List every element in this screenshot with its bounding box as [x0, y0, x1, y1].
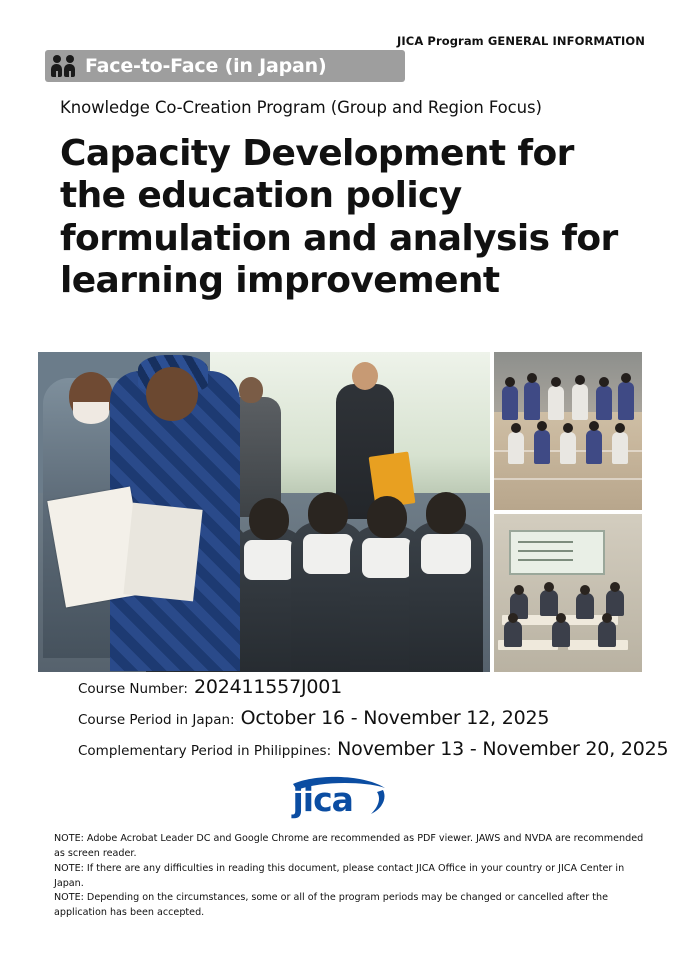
info-value: October 16 - November 12, 2025: [240, 707, 550, 729]
info-row: [78, 707, 645, 729]
info-label: Complementary Period in Philippines:: [78, 743, 332, 759]
note-line: NOTE: Adobe Acrobat Leader DC and Google Chrome are recommended as PDF viewer. JAWS and NVDA are recommended as screen reader.: [54, 833, 644, 859]
footer-notes: [54, 832, 645, 921]
jica-logo-text: jica: [292, 780, 353, 819]
header-note: JICA Program GENERAL INFORMATION: [397, 34, 645, 48]
info-row: [78, 738, 669, 760]
course-info: [78, 676, 669, 769]
two-people-icon: [49, 52, 79, 80]
photo-classroom-desks: [494, 514, 642, 672]
photo-gymnasium: [494, 352, 642, 510]
info-value: 202411557J001: [193, 676, 343, 698]
note-line: NOTE: Depending on the circumstances, some or all of the program periods may be changed or cancelled after the application has been accepted.: [54, 892, 608, 919]
photo-collage: [38, 352, 642, 672]
jica-logo: [285, 776, 395, 818]
program-subtitle: Knowledge Co-Creation Program (Group and Region Focus): [60, 98, 542, 117]
note-line: NOTE: If there are any difficulties in reading this document, please contact JICA Office in your country or JICA Center in Japan.: [54, 862, 625, 889]
info-value: November 13 - November 20, 2025: [337, 738, 669, 760]
page-title: Capacity Development for the education policy formulation and analysis for learning improvement: [60, 133, 618, 302]
info-row: [78, 676, 645, 698]
info-label: Course Number:: [78, 681, 188, 697]
photo-main-classroom: [38, 352, 490, 672]
info-label: Course Period in Japan:: [78, 712, 235, 728]
face-to-face-banner: [45, 50, 405, 82]
banner-label: Face-to-Face (in Japan): [85, 55, 327, 77]
